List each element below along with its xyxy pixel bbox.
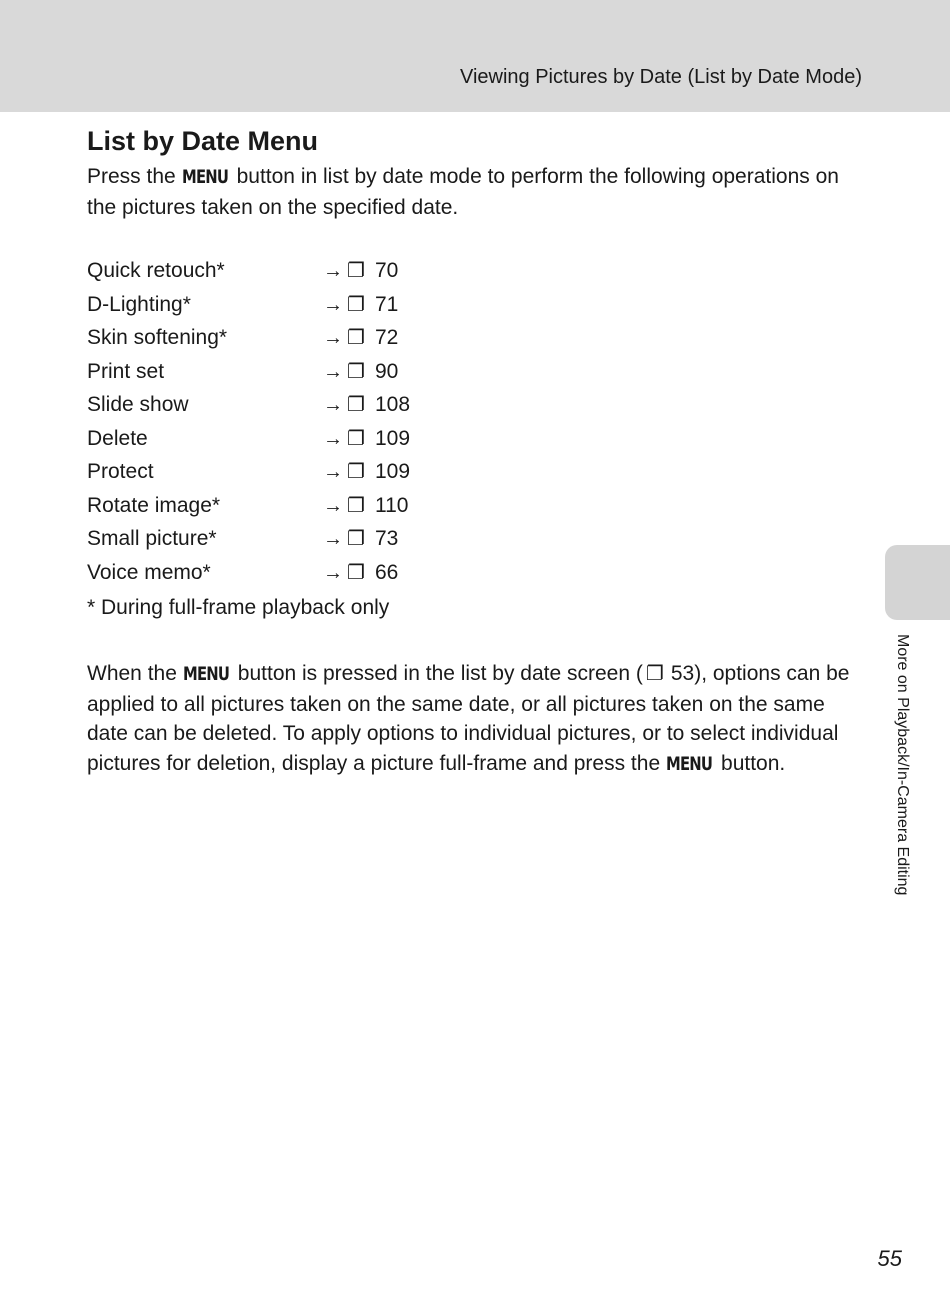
operation-label: Delete [87, 426, 148, 450]
body-text-1: When the [87, 662, 183, 685]
operation-row [87, 359, 862, 393]
operation-page-ref [323, 493, 408, 518]
operation-label: Protect [87, 460, 154, 483]
operation-page-ref [323, 359, 398, 384]
page-reference-icon: ❐ [347, 260, 365, 282]
page-header-title: Viewing Pictures by Date (List by Date Mode) [459, 66, 862, 88]
operation-label: Print set [87, 359, 165, 383]
arrow-right-icon: → [323, 293, 343, 316]
body-text-4: button. [715, 751, 786, 775]
body-paragraph [87, 659, 862, 779]
operation-label: Skin softening* [87, 326, 228, 349]
page-reference-icon: ❐ [347, 394, 365, 416]
page-reference-icon: ❐ [347, 561, 365, 584]
operation-row [87, 493, 862, 527]
body-text-3: ), options can be applied to all pictures taken on the same date, or all pictures taken on the same date can be deleted. To apply options to individual pictures, or to select individual pictures for deletion, display a picture full-frame and press the [87, 662, 850, 775]
operation-row [87, 526, 862, 560]
intro-text-before: Press the [87, 165, 182, 188]
operation-page-number: 90 [375, 359, 399, 383]
page-reference-icon: ❐ [347, 427, 365, 450]
operation-page-number: 72 [375, 326, 399, 349]
operation-label: Rotate image* [87, 493, 221, 517]
menu-button-icon: MENU [665, 752, 713, 775]
operation-row [87, 292, 862, 326]
page-reference-icon: ❐ [645, 663, 664, 685]
arrow-right-icon: → [323, 327, 343, 349]
operation-row [87, 560, 862, 594]
operation-label: Quick retouch* [87, 259, 225, 282]
operation-row [87, 426, 862, 460]
page-reference-icon: ❐ [347, 494, 365, 517]
operation-label: Slide show [87, 393, 189, 416]
operation-row [87, 258, 862, 292]
operation-page-ref [323, 526, 398, 551]
section-title: List by Date Menu [87, 126, 319, 156]
main-content [87, 124, 862, 779]
arrow-right-icon: → [323, 494, 343, 517]
page-reference-icon: ❐ [347, 528, 365, 550]
operation-page-number: 109 [375, 426, 411, 450]
intro-paragraph [87, 162, 862, 222]
menu-button-icon: MENU [181, 166, 228, 188]
operation-row [87, 392, 862, 426]
operation-page-number: 110 [375, 493, 409, 517]
operation-page-number: 109 [375, 460, 411, 483]
operation-label: Voice memo* [87, 560, 211, 584]
page-reference-icon: ❐ [347, 461, 365, 483]
operation-row [87, 459, 862, 493]
footnote: * During full-frame playback only [87, 596, 390, 619]
body-ref-page: 53 [670, 662, 695, 685]
arrow-right-icon: → [323, 461, 343, 483]
body-text-2: button is pressed in the list by date screen ( [231, 662, 643, 685]
operation-label: Small picture* [87, 527, 217, 550]
menu-button-icon: MENU [182, 663, 229, 685]
page-number: 55 [877, 1246, 902, 1271]
page-reference-icon: ❐ [347, 293, 365, 316]
arrow-right-icon: → [323, 528, 343, 550]
operation-label: D-Lighting* [87, 292, 191, 316]
operation-page-number: 70 [375, 259, 399, 282]
header-band [0, 0, 950, 112]
operation-page-ref [323, 560, 398, 585]
operation-page-ref [323, 392, 410, 417]
arrow-right-icon: → [323, 360, 343, 383]
operations-list [87, 258, 862, 593]
arrow-right-icon: → [323, 394, 343, 416]
operation-page-number: 108 [375, 393, 411, 416]
operation-page-number: 73 [375, 527, 399, 550]
operation-page-number: 71 [375, 292, 399, 316]
arrow-right-icon: → [323, 561, 343, 584]
page-reference-icon: ❐ [347, 327, 365, 349]
intro-text-after: button in list by date mode to perform the following operations on the pictures taken on the specified date. [87, 165, 839, 219]
chapter-side-tab [885, 545, 950, 620]
arrow-right-icon: → [323, 427, 343, 450]
operation-page-ref [323, 292, 398, 317]
arrow-right-icon: → [323, 260, 343, 282]
operation-page-ref [323, 258, 398, 283]
page-reference-icon: ❐ [347, 360, 365, 383]
operation-page-ref [323, 426, 410, 451]
chapter-side-label: More on Playback/In-Camera Editing [894, 634, 911, 896]
operation-page-ref [323, 325, 398, 350]
operation-row [87, 325, 862, 359]
operation-page-number: 66 [375, 560, 399, 584]
operation-page-ref [323, 459, 410, 484]
